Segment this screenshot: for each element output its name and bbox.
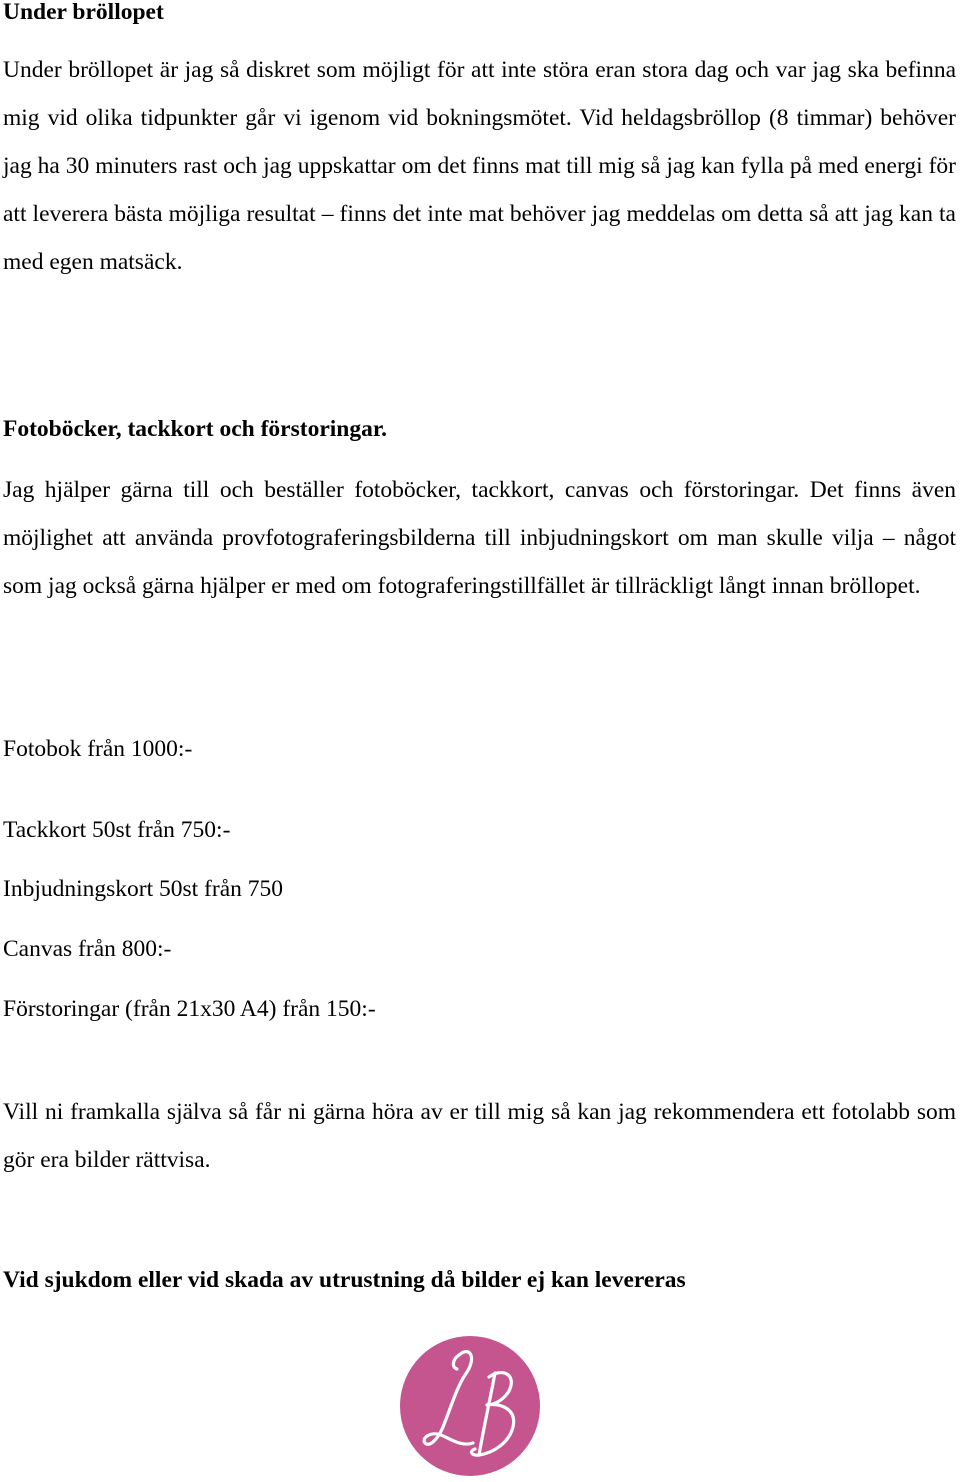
price-item-forstoringar: Förstoringar (från 21x30 A4) från 150:- [3, 996, 376, 1022]
heading-under-brollopet: Under bröllopet [3, 0, 164, 25]
heading-sjukdom: Vid sjukdom eller vid skada av utrustning då bilder ej kan levereras [3, 1267, 686, 1293]
paragraph-fotobocker: Jag hjälper gärna till och beställer fotoböcker, tackkort, canvas och förstoringar. Det finns även möjlighet att använda provfotograferingsbilderna till inbjudningskort om man skulle vilja – något som jag också gärna hjälper er med om fotograferingstillfället är tillräckligt långt innan bröllopet. [3, 477, 956, 599]
paragraph-under-brollopet: Under bröllopet är jag så diskret som möjligt för att inte störa eran stora dag och var jag ska befinna mig vid olika tidpunkter går vi igenom vid bokningsmötet. Vid heldagsbröllop (8 timmar) behöver jag ha 30 minuters rast och jag uppskattar om det finns mat till mig så jag kan fylla på med energi för att leverera bästa möjliga resultat – finns det inte mat behöver jag meddelas om detta så att jag kan ta med egen matsäck. [3, 57, 956, 275]
heading-fotobocker: Fotoböcker, tackkort och förstoringar. [3, 416, 388, 442]
price-item-fotobok: Fotobok från 1000:- [3, 736, 193, 762]
lb-logo-icon [399, 1335, 541, 1477]
price-item-canvas: Canvas från 800:- [3, 936, 172, 962]
price-item-inbjudningskort: Inbjudningskort 50st från 750 [3, 876, 284, 902]
price-item-tackkort: Tackkort 50st från 750:- [3, 817, 231, 843]
paragraph-framkalla: Vill ni framkalla själva så får ni gärna höra av er till mig så kan jag rekommendera ett fotolabb som gör era bilder rättvisa. [3, 1099, 956, 1173]
